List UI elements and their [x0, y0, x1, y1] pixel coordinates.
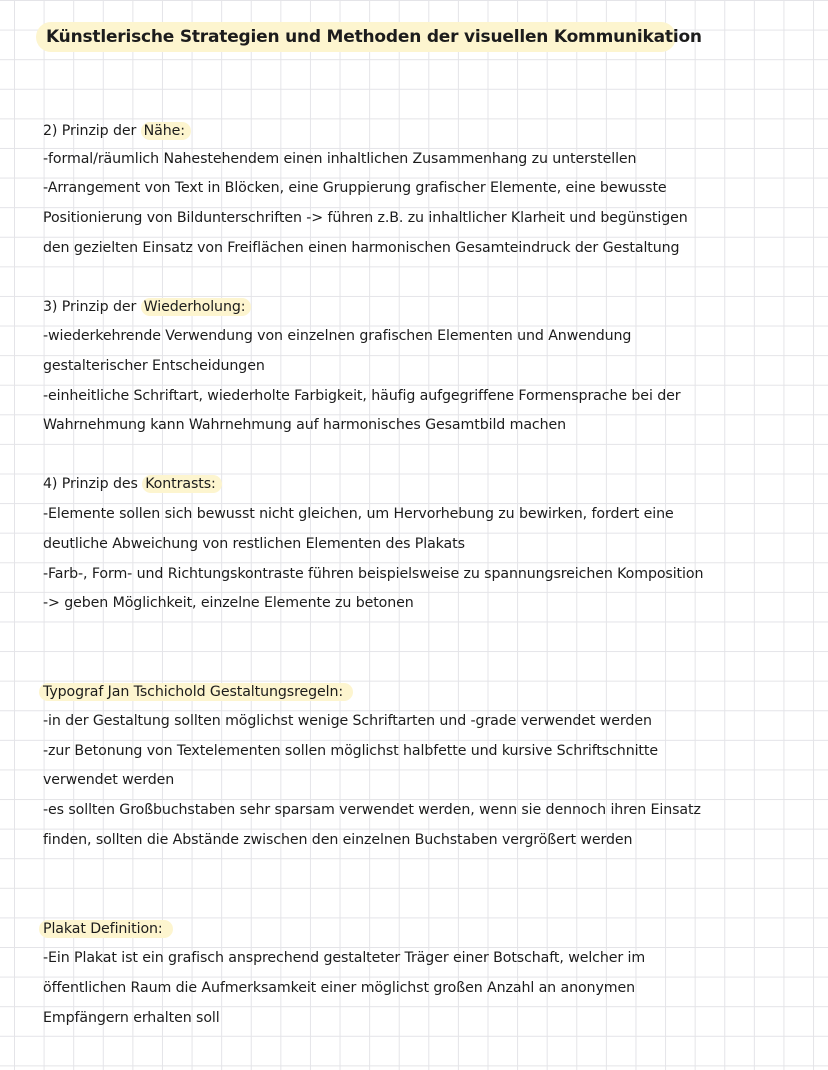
- text-line: -einheitliche Schriftart, wiederholte Farbigkeit, häufig aufgegriffene Formensprache bei der: [43, 388, 681, 404]
- heading-prefix: 2) Prinzip der: [43, 123, 141, 139]
- heading-highlight: Plakat Definition:: [39, 920, 173, 938]
- text-line: den gezielten Einsatz von Freiflächen einen harmonischen Gesamteindruck der Gestaltung: [43, 240, 680, 256]
- text-line: Wahrnehmung kann Wahrnehmung auf harmonisches Gesamtbild machen: [43, 417, 567, 433]
- text-line: Positionierung von Bildunterschriften -> führen z.B. zu inhaltlicher Klarheit und begünstigen: [43, 210, 688, 226]
- text-line: -formal/räumlich Nahestehendem einen inhaltlichen Zusammenhang zu unterstellen: [43, 151, 637, 167]
- text-line: -es sollten Großbuchstaben sehr sparsam verwendet werden, wenn sie dennoch ihren Einsatz: [43, 802, 701, 818]
- section-heading-wiederholung: [43, 297, 251, 317]
- section-heading-plakat: [43, 919, 173, 939]
- heading-prefix: 4) Prinzip des: [43, 476, 143, 492]
- section-heading-naehe: [43, 121, 191, 141]
- text-line: -Ein Plakat ist ein grafisch ansprechend gestalteter Träger einer Botschaft, welcher im: [43, 950, 646, 966]
- text-line: -wiederkehrende Verwendung von einzelnen grafischen Elementen und Anwendung: [43, 328, 632, 344]
- heading-highlight: Typograf Jan Tschichold Gestaltungsregeln:: [39, 683, 353, 701]
- heading-highlight: Wiederholung:: [141, 298, 252, 316]
- section-heading-tschichold: [43, 682, 353, 702]
- section-heading-kontrast: [43, 474, 222, 494]
- page-title: Künstlerische Strategien und Methoden der visuellen Kommunikation: [36, 22, 676, 52]
- text-line: öffentlichen Raum die Aufmerksamkeit einer möglichst großen Anzahl an anonymen: [43, 980, 635, 996]
- text-line: Empfängern erhalten soll: [43, 1010, 220, 1026]
- heading-highlight: Nähe:: [141, 122, 191, 140]
- heading-prefix: 3) Prinzip der: [43, 299, 141, 315]
- text-line: -Arrangement von Text in Blöcken, eine Gruppierung grafischer Elemente, eine bewusste: [43, 180, 667, 196]
- text-line: -Elemente sollen sich bewusst nicht gleichen, um Hervorhebung zu bewirken, fordert eine: [43, 506, 674, 522]
- text-line: verwendet werden: [43, 772, 175, 788]
- text-line: finden, sollten die Abstände zwischen den einzelnen Buchstaben vergrößert werden: [43, 832, 633, 848]
- text-line: -Farb-, Form- und Richtungskontraste führen beispielsweise zu spannungsreichen Komposition: [43, 566, 704, 582]
- text-line: -zur Betonung von Textelementen sollen möglichst halbfette und kursive Schriftschnitte: [43, 743, 658, 759]
- text-line: -> geben Möglichkeit, einzelne Elemente zu betonen: [43, 595, 414, 611]
- text-line: deutliche Abweichung von restlichen Elementen des Plakats: [43, 536, 465, 552]
- text-line: -in der Gestaltung sollten möglichst wenige Schriftarten und -grade verwendet werden: [43, 713, 652, 729]
- heading-highlight: Kontrasts:: [142, 475, 221, 493]
- text-line: gestalterischer Entscheidungen: [43, 358, 265, 374]
